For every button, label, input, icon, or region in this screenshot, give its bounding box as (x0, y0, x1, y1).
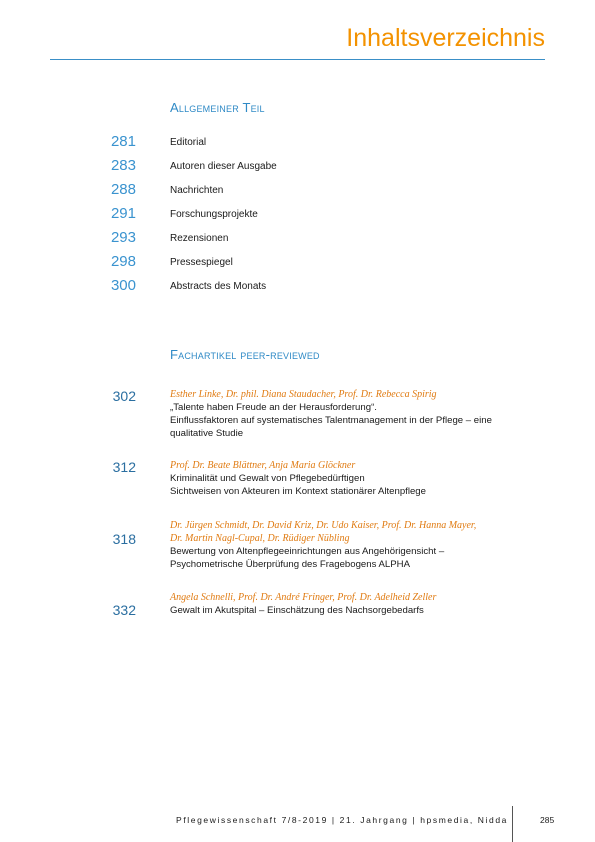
footer-divider (512, 806, 513, 842)
toc-entry[interactable] (0, 253, 595, 273)
article-title-line: qualitative Studie (170, 428, 244, 439)
toc-entry[interactable] (0, 205, 595, 225)
article-authors: Esther Linke, Dr. phil. Diana Staudacher, Prof. Dr. Rebecca Spirig (170, 389, 437, 400)
toc-page-number: 300 (110, 277, 136, 294)
toc-page-number: 281 (110, 133, 136, 150)
article-page-number: 332 (112, 602, 136, 618)
toc-entry[interactable] (0, 181, 595, 201)
toc-entry[interactable] (0, 277, 595, 297)
toc-label: Autoren dieser Ausgabe (170, 161, 277, 172)
toc-entry[interactable] (0, 157, 595, 177)
toc-label: Forschungsprojekte (170, 209, 258, 220)
article-page-number: 312 (112, 459, 136, 475)
section-heading-general: Allgemeiner Teil (170, 100, 265, 115)
page-title: Inhaltsverzeichnis (346, 24, 545, 52)
article-title-line: Gewalt im Akutspital – Einschätzung des Nachsorgebedarfs (170, 605, 424, 616)
toc-page-number: 291 (110, 205, 136, 222)
footer-page-number: 285 (540, 815, 555, 825)
article-authors: Prof. Dr. Beate Blättner, Anja Maria Glöckner (170, 460, 356, 471)
toc-label: Pressespiegel (170, 257, 233, 268)
toc-label: Nachrichten (170, 185, 224, 196)
article-title-line: Kriminalität und Gewalt von Pflegebedürftigen (170, 473, 365, 484)
article-title-line: „Talente haben Freude an der Herausforderung“. (170, 402, 377, 413)
article-title-line: Sichtweisen von Akteuren im Kontext stationärer Altenpflege (170, 486, 426, 497)
toc-page-number: 288 (110, 181, 136, 198)
toc-label: Editorial (170, 137, 207, 148)
article-authors: Angela Schnelli, Prof. Dr. André Fringer, Prof. Dr. Adelheid Zeller (170, 592, 437, 603)
article-page-number: 318 (112, 531, 136, 547)
toc-entry[interactable] (0, 133, 595, 153)
toc-label: Rezensionen (170, 233, 229, 244)
footer-publication-info: Pflegewissenschaft 7/8-2019 | 21. Jahrgang | hpsmedia, Nidda (176, 815, 508, 825)
toc-page-number: 283 (110, 157, 136, 174)
section-heading-articles: Fachartikel peer-reviewed (170, 347, 320, 362)
toc-page-number: 298 (110, 253, 136, 270)
article-page-number: 302 (112, 388, 136, 404)
article-title-line: Psychometrische Überprüfung des Fragebogens ALPHA (170, 559, 410, 570)
toc-entry[interactable] (0, 229, 595, 249)
article-authors: Dr. Jürgen Schmidt, Dr. David Kriz, Dr. Udo Kaiser, Prof. Dr. Hanna Mayer, (170, 520, 477, 531)
article-title-line: Einflussfaktoren auf systematisches Talentmanagement in der Pflege – eine (170, 415, 492, 426)
toc-page-number: 293 (110, 229, 136, 246)
article-title-line: Bewertung von Altenpflegeeinrichtungen aus Angehörigensicht – (170, 546, 445, 557)
header-divider (50, 59, 545, 60)
article-authors: Dr. Martin Nagl-Cupal, Dr. Rüdiger Nübling (170, 533, 350, 544)
toc-label: Abstracts des Monats (170, 281, 267, 292)
